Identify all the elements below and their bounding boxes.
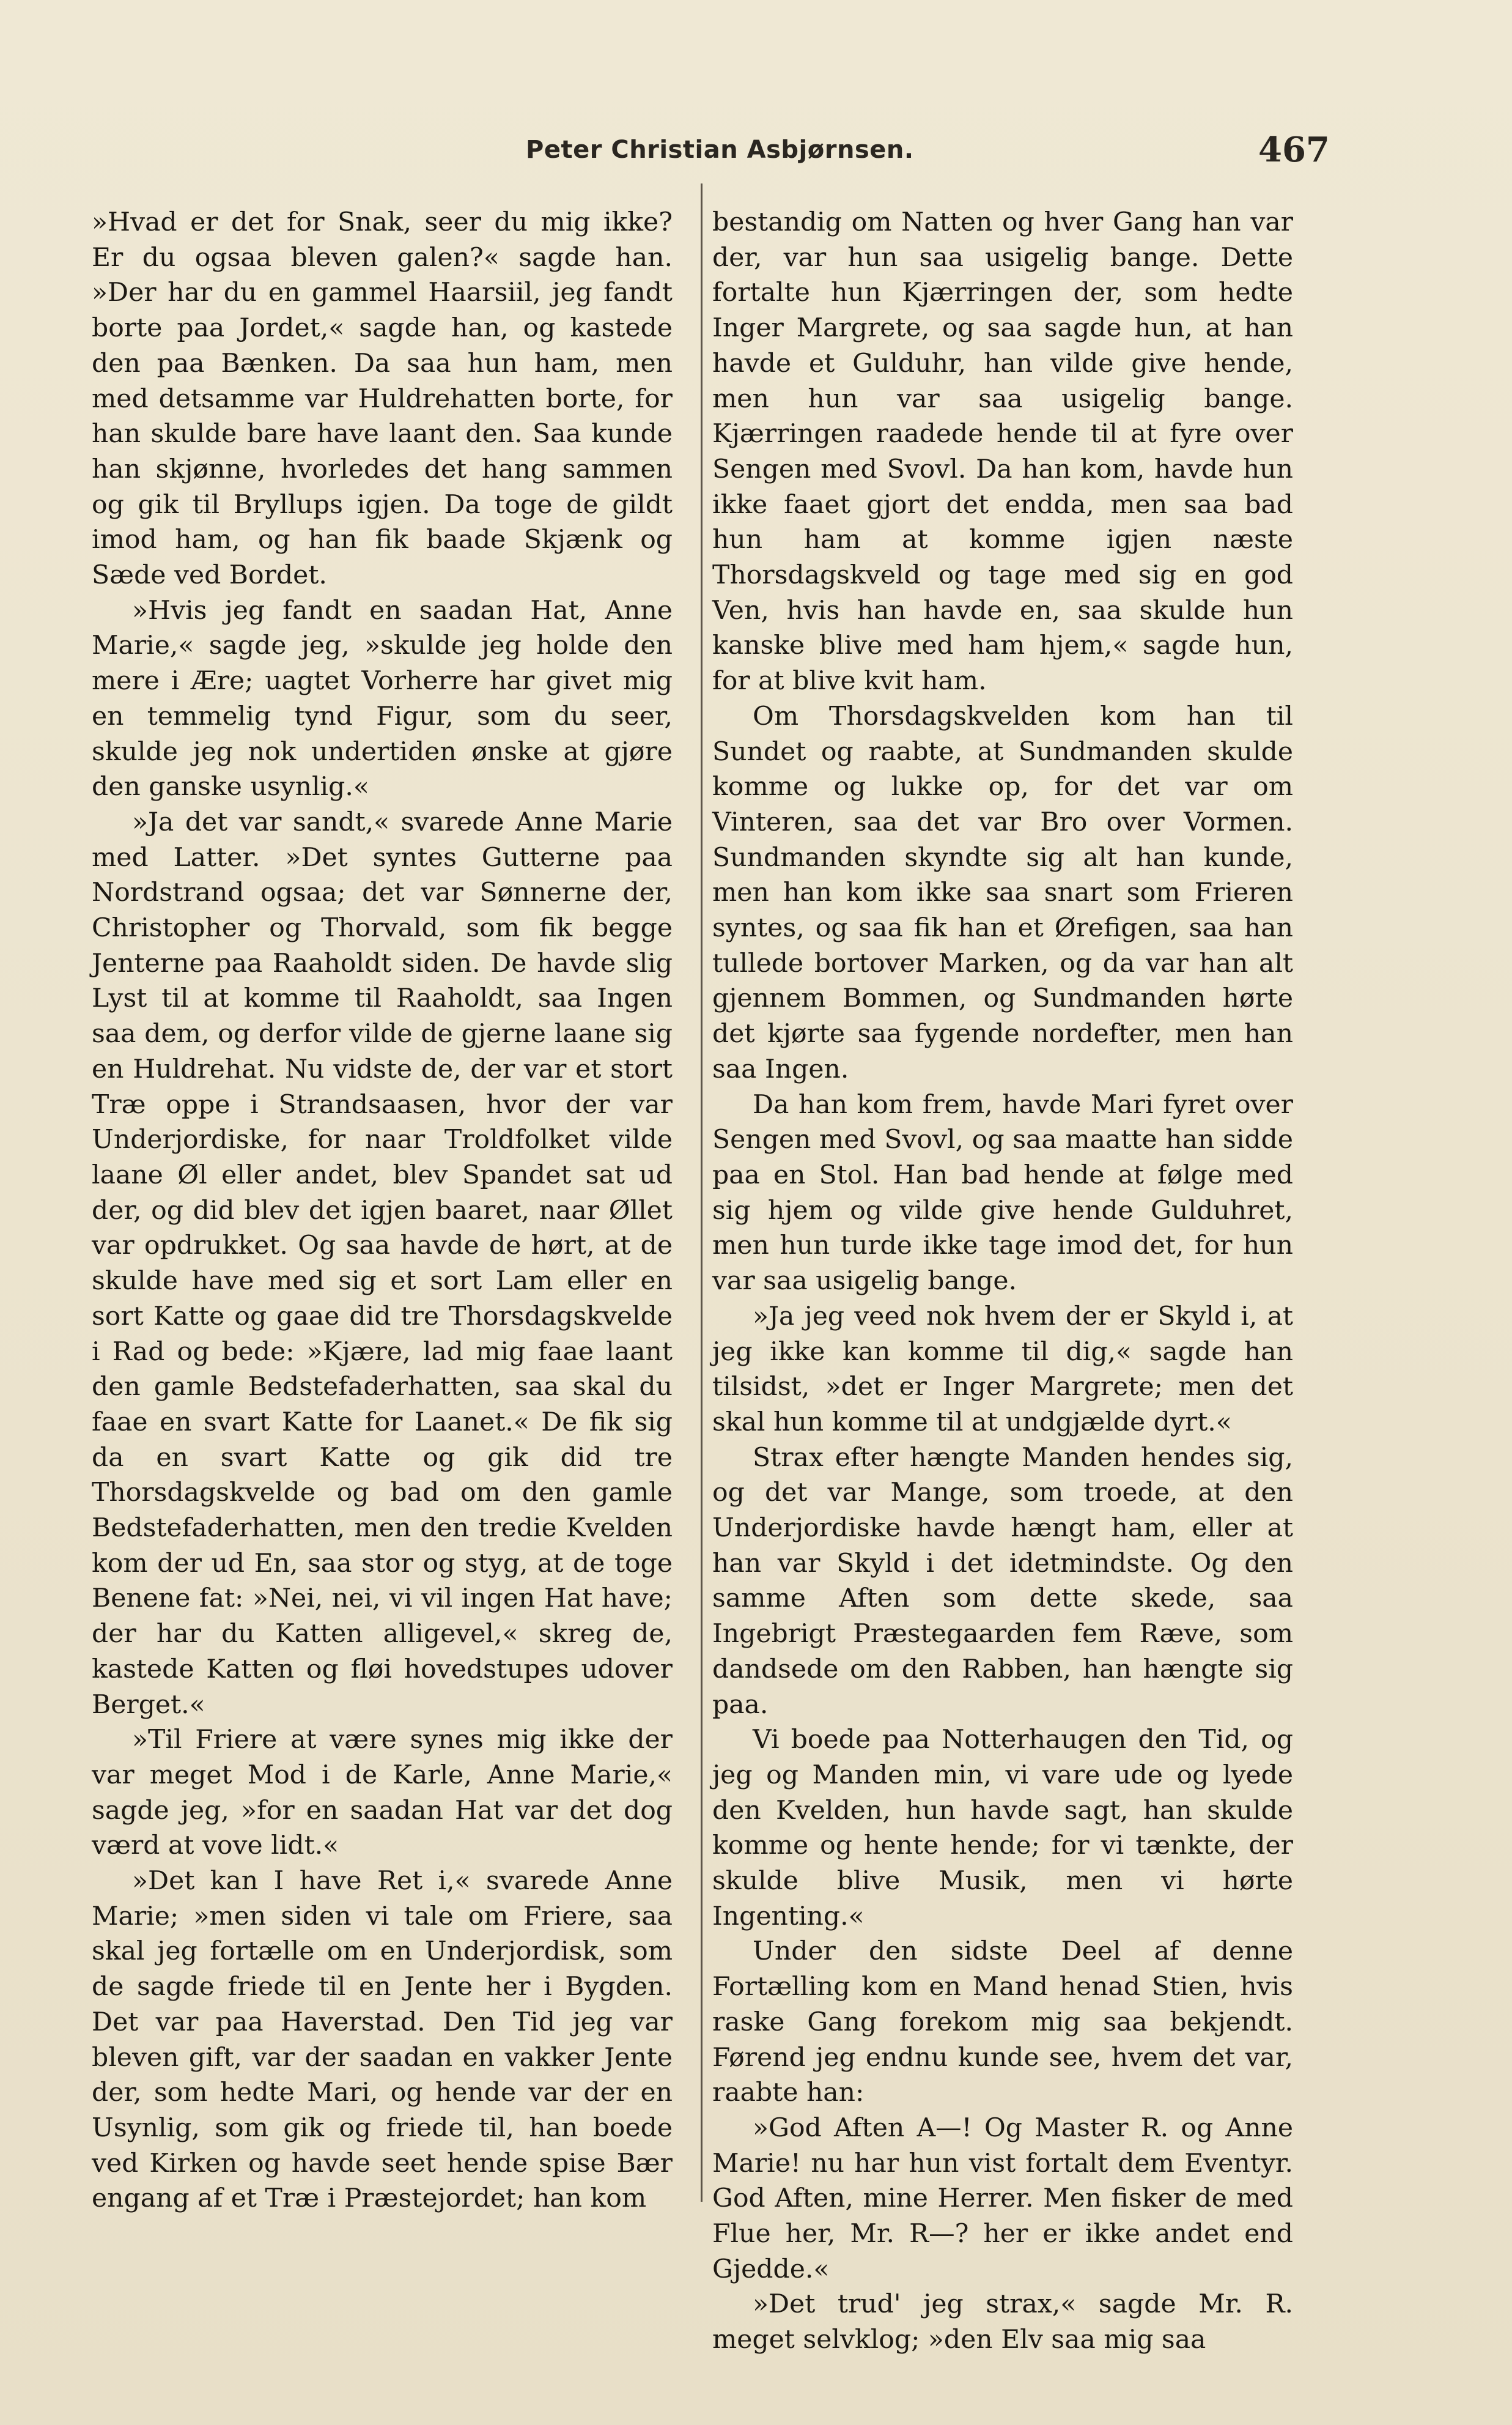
- paragraph: Under den sidste Deel af denne Fortælling kom en Mand henad Stien, hvis raske Gang forekom mig saa bekjendt. Førend jeg endnu kunde see, hvem det var, raabte han:: [712, 1936, 1293, 2108]
- paragraph: »Ja det var sandt,« svarede Anne Marie med Latter. »Det syntes Gutterne paa Nordstrand ogsaa; det var Sønnerne der, Christopher og Thorvald, som fik begge Jenterne paa Raaholdt siden. De havde slig Lyst til at komme til Raaholdt, saa Ingen saa dem, og derfor vilde de gjerne laane sig en Huldrehat. Nu vidste de, der var et stort Træ oppe i Strandsaasen, hvor der var Underjordiske, for naar Troldfolket vilde laane Øl eller andet, blev Spandet sat ud der, og did blev det igjen baaret, naar Øllet var opdrukket. Og saa havde de hørt, at de skulde have med sig et sort Lam eller en sort Katte og gaae did tre Thorsdagskvelde i Rad og bede: »Kjære, lad mig faae laant den gamle Bedstefaderhatten, saa skal du faae en svart Katte for Laanet.« De fik sig da en svart Katte og gik did tre Thorsdagskvelde og bad om den gamle Bedstefaderhatten, men den tredie Kvelden kom der ud En, saa stor og styg, at de toge Benene fat: »Nei, nei, vi vil ingen Hat have; der har du Katten alligevel,« skreg de, kastede Katten og fløi hovedstupes udover Berget.«: [92, 807, 673, 1720]
- paragraph: Da han kom frem, havde Mari fyret over Sengen med Svovl, og saa maatte han sidde paa en Stol. Han bad hende at følge med sig hjem og vilde give hende Gulduhret, men hun turde ikke tage imod det, for hun var saa usigelig bange.: [712, 1089, 1293, 1297]
- paragraph: »Ja jeg veed nok hvem der er Skyld i, at jeg ikke kan komme til dig,« sagde han tilsidst, »det er Inger Margrete; men det skal hun komme til at undgjælde dyrt.«: [712, 1301, 1293, 1437]
- running-head: [0, 130, 1512, 172]
- paragraph: »Det trud' jeg strax,« sagde Mr. R. meget selvklog; »den Elv saa mig saa: [712, 2289, 1293, 2355]
- column-divider: [701, 183, 703, 2202]
- page-number: 467: [1258, 130, 1330, 170]
- paragraph: »God Aften A—! Og Master R. og Anne Marie! nu har hun vist fortalt dem Eventyr. God Aften, mine Herrer. Men fisker de med Flue her, Mr. R—? her er ikke andet end Gjedde.«: [712, 2112, 1293, 2284]
- paragraph: bestandig om Natten og hver Gang han var der, var hun saa usigelig bange. Dette fortalte hun Kjærringen der, som hedte Inger Margrete, og saa sagde hun, at han havde et Gulduhr, han vilde give hende, men hun var saa usigelig bange. Kjærringen raadede hende til at fyre over Sengen med Svovl. Da han kom, havde hun ikke faaet gjort det endda, men saa bad hun ham at komme igjen næste Thorsdagskveld og tage med sig en god Ven, hvis han havde en, saa skulde hun kanske blive med ham hjem,« sagde hun, for at blive kvit ham.: [712, 207, 1293, 697]
- paragraph: »Til Friere at være synes mig ikke der var meget Mod i de Karle, Anne Marie,« sagde jeg, »for en saadan Hat var det dog værd at vove lidt.«: [92, 1725, 673, 1861]
- right-column: [712, 205, 1293, 2358]
- paragraph: Strax efter hængte Manden hendes sig, og det var Mange, som troede, at den Underjordiske havde hængt ham, eller at han var Skyld i det idetmindste. Og den samme Aften som dette skede, saa Ingebrigt Præstegaarden fem Ræve, som dandsede om den Rabben, han hængte sig paa.: [712, 1442, 1293, 1720]
- paragraph: »Det kan I have Ret i,« svarede Anne Marie; »men siden vi tale om Friere, saa skal jeg fortælle om en Underjordisk, som de sagde friede til en Jente her i Bygden. Det var paa Haverstad. Den Tid jeg var bleven gift, var der saadan en vakker Jente der, som hedte Mari, og hende var der en Usynlig, som gik og friede til, han boede ved Kirken og havde seet hende spise Bær engang af et Træ i Præstejordet; han kom: [92, 1866, 673, 2214]
- paragraph: »Hvad er det for Snak, seer du mig ikke? Er du ogsaa bleven galen?« sagde han. »Der har du en gammel Haarsiil, jeg fandt borte paa Jordet,« sagde han, og kastede den paa Bænken. Da saa hun ham, men med detsamme var Huldrehatten borte, for han skulde bare have laant den. Saa kunde han skjønne, hvorledes det hang sammen og gik til Bryllups igjen. Da toge de gildt imod ham, og han fik baade Skjænk og Sæde ved Bordet.: [92, 207, 673, 591]
- paragraph: »Hvis jeg fandt en saadan Hat, Anne Marie,« sagde jeg, »skulde jeg holde den mere i Ære; uagtet Vorherre har givet mig en temmelig tynd Figur, som du seer, skulde jeg nok undertiden ønske at gjøre den ganske usynlig.«: [92, 595, 673, 802]
- left-column: [92, 205, 673, 2216]
- paragraph: Om Thorsdagskvelden kom han til Sundet og raabte, at Sundmanden skulde komme og lukke op, for det var om Vinteren, saa det var Bro over Vormen. Sundmanden skyndte sig alt han kunde, men han kom ikke saa snart som Frieren syntes, og saa fik han et Ørefigen, saa han tullede bortover Marken, og da var han alt gjennem Bommen, og Sundmanden hørte det kjørte saa fygende nordefter, men han saa Ingen.: [712, 701, 1293, 1084]
- paragraph: Vi boede paa Notterhaugen den Tid, og jeg og Manden min, vi vare ude og lyede den Kvelden, hun havde sagt, han skulde komme og hente hende; for vi tænkte, der skulde blive Musik, men vi hørte Ingenting.«: [712, 1725, 1293, 1931]
- running-title: Peter Christian Asbjørnsen.: [526, 136, 914, 164]
